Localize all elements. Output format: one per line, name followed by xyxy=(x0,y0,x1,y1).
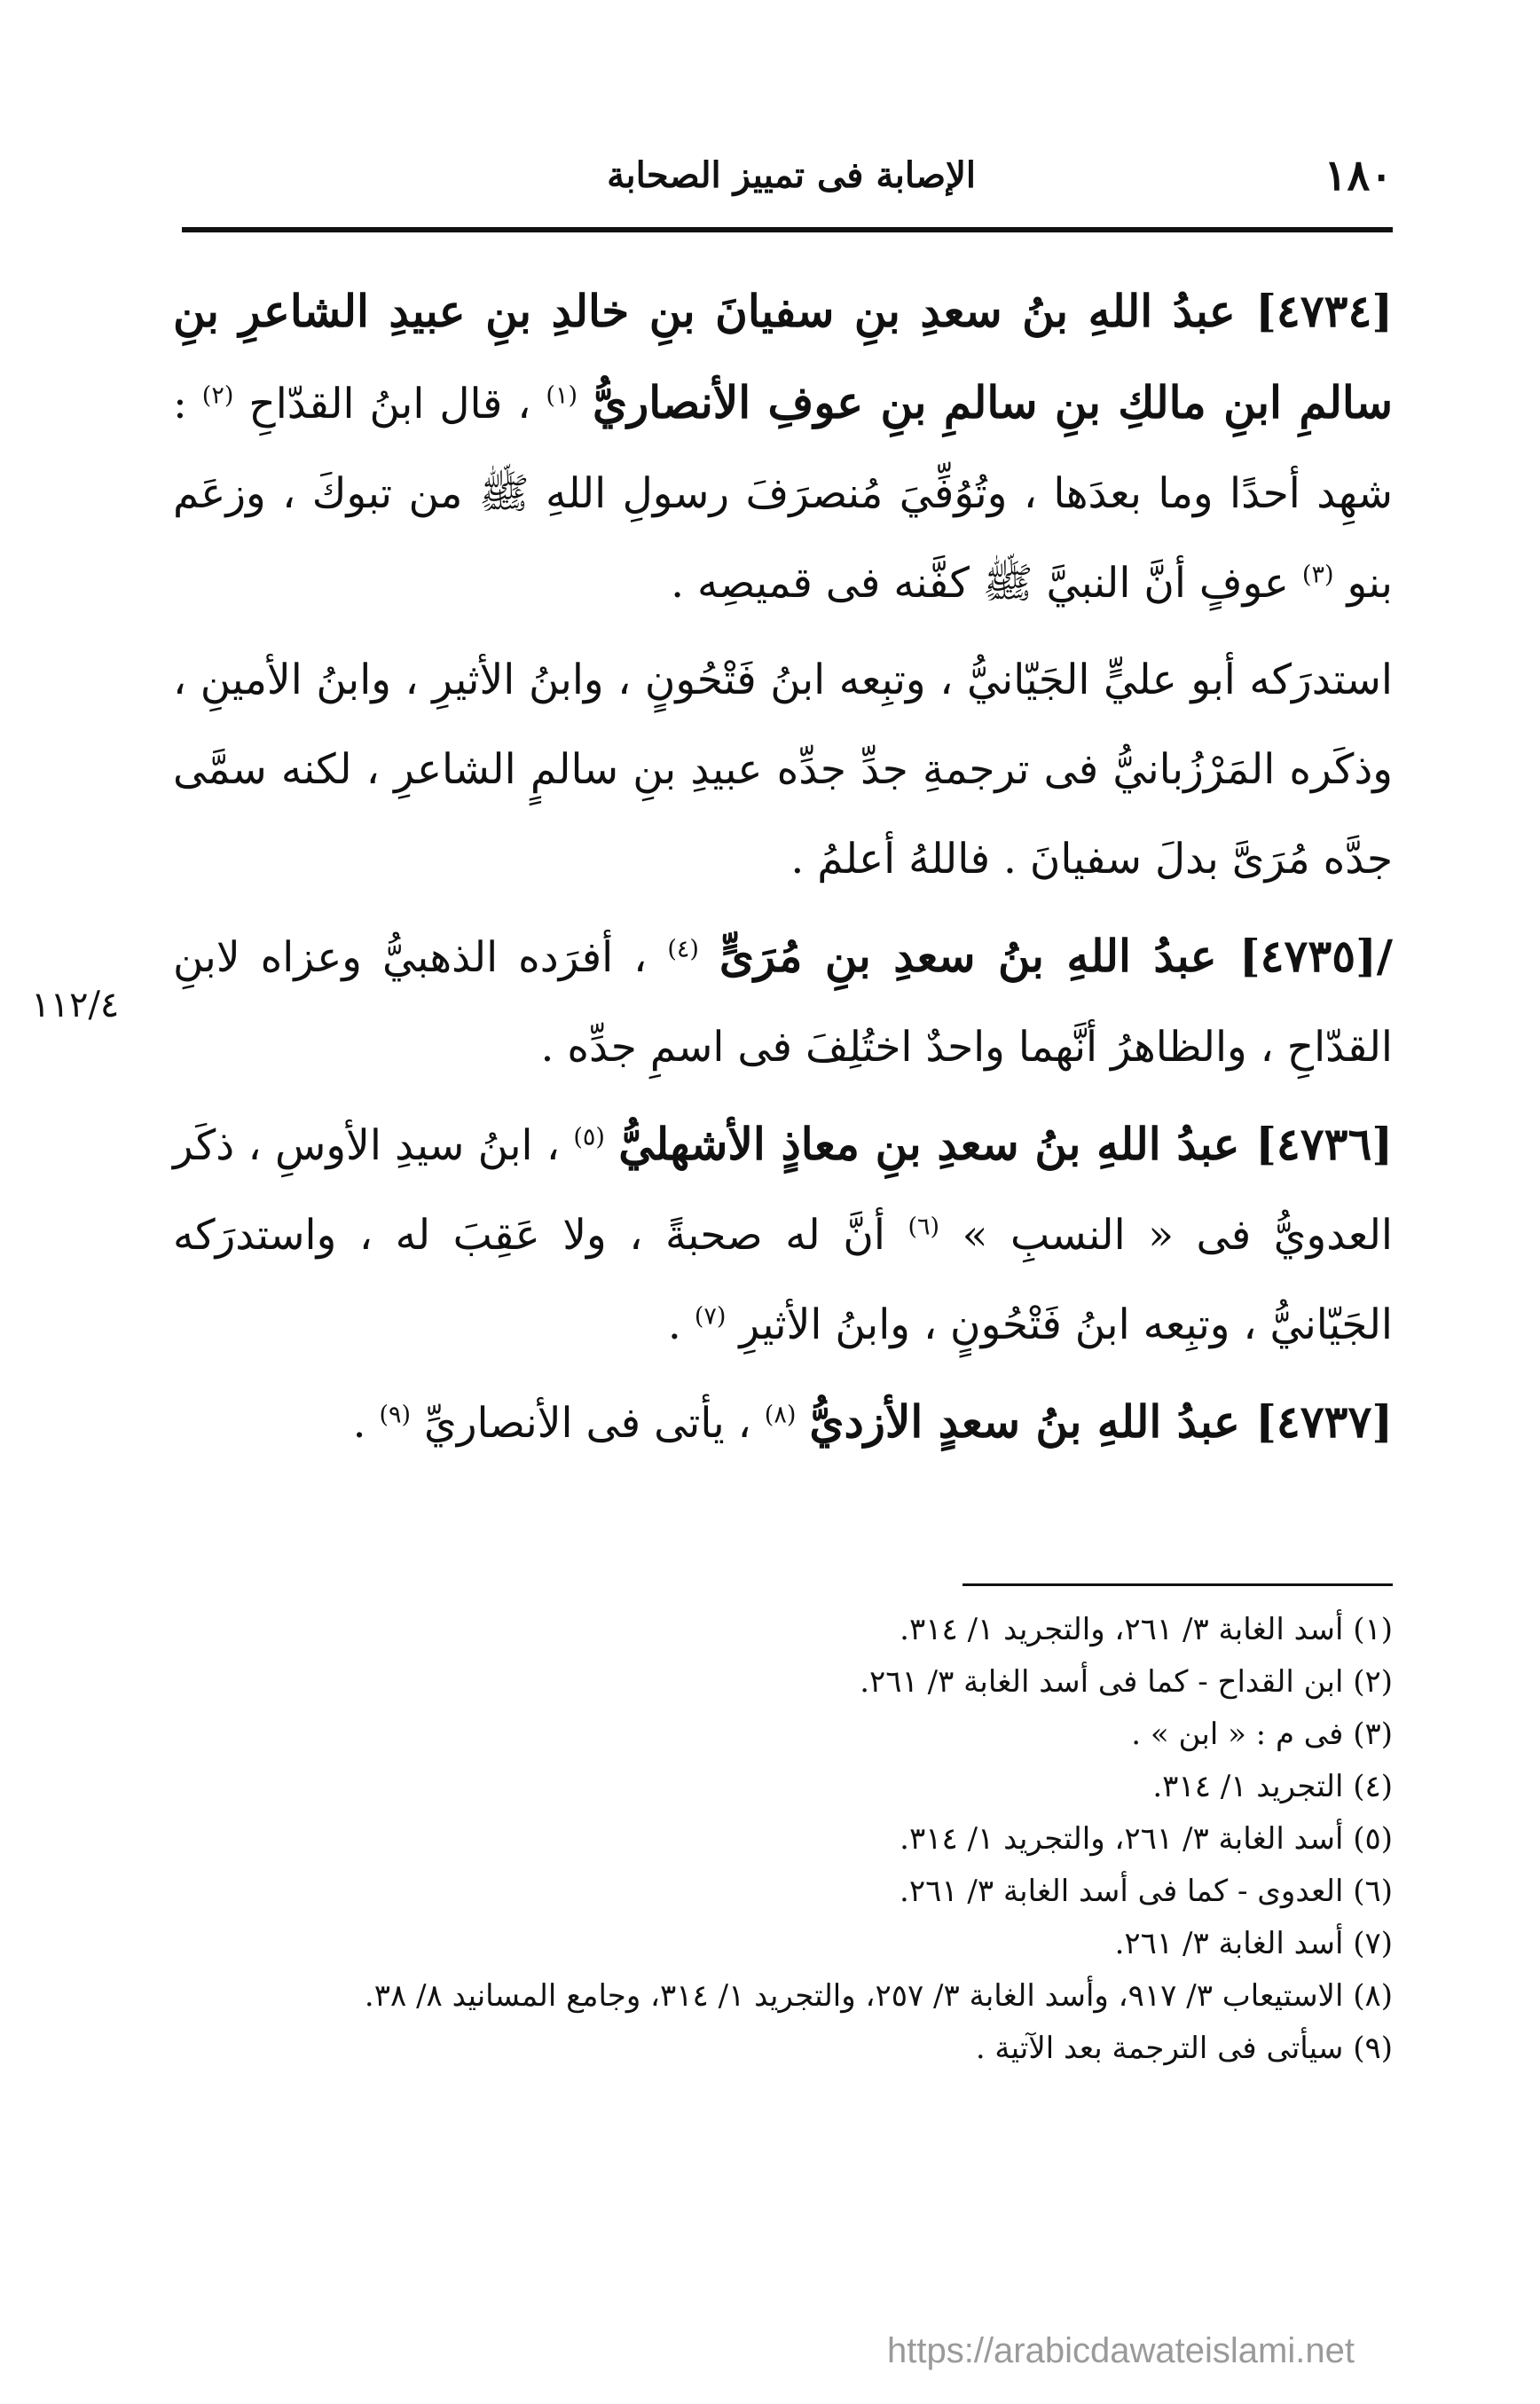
margin-reference: ١١٢/٤ xyxy=(31,985,120,1025)
entry-heading: /[٤٧٣٥] عبدُ اللهِ بنُ سعدِ بنِ مُرَىٍّ xyxy=(719,930,1393,982)
page-header xyxy=(182,142,1393,222)
entry-heading: [٤٧٣٤] عبدُ اللهِ بنُ سعدِ بنِ سفيانَ بنِ خالدِ بنِ عبيدِ الشاعرِ بنِ سالمِ ابنِ مالكِ بنِ سالمِ بنِ عوفِ الأنصاريُّ xyxy=(173,285,1393,428)
watermark-url: https://arabicdawateislami.net xyxy=(887,2331,1355,2370)
entry-text: ، يأتى فى الأنصاريِّ xyxy=(424,1399,751,1448)
footnote: (٩) سيأتى فى الترجمة بعد الآتية . xyxy=(975,2031,1393,2066)
header-rule xyxy=(182,227,1393,232)
footnote-marker: (٢) xyxy=(201,381,234,410)
entry-4735 xyxy=(173,911,1393,1092)
entry-heading: [٤٧٣٧] عبدُ اللهِ بنُ سعدٍ الأزديُّ xyxy=(809,1395,1393,1448)
footnote-marker: (٦) xyxy=(908,1213,940,1241)
footnote: (٧) أسد الغابة ٣/ ٢٦١. xyxy=(1114,1926,1393,1961)
footnote-marker: (٨) xyxy=(764,1401,797,1429)
footnote-marker: (٩) xyxy=(379,1401,412,1429)
entry-text: أنَّ له صحبةً ، ولا عَقِبَ له ، واستدرَكه الجَيّانيُّ ، وتبِعه ابنُ فَتْحُونٍ ، وابنُ الأثيرِ xyxy=(173,1211,1393,1349)
footnote-marker: (١) xyxy=(546,381,578,410)
footnote: (٦) العدوى - كما فى أسد الغابة ٣/ ٢٦١. xyxy=(900,1874,1393,1909)
entry-4736 xyxy=(173,1099,1393,1370)
entry-text: استدرَكه أبو عليٍّ الجَيّانيُّ ، وتبِعه ابنُ فَتْحُونٍ ، وابنُ الأثيرِ ، وابنُ الأمينِ ، وذكَره المَرْزُبانيُّ فى ترجمةِ جدِّ جدِّه عبيدِ بنِ سالمٍ الشاعرِ ، لكنه سمَّى جدَّه مُرَىَّ بدلَ سفيانَ . فاللهُ أعلمُ . xyxy=(173,656,1393,884)
footnotes xyxy=(173,1604,1393,2075)
page-number: ١٨٠ xyxy=(1324,151,1393,200)
entry-text: ، أفرَده الذهبيُّ وعزاه لابنِ القدّاحِ ، والظاهرُ أنَّهما واحدٌ اختُلِفَ فى اسمِ جدِّه . xyxy=(173,933,1393,1072)
footnote-marker: (٤) xyxy=(667,935,699,963)
entry-text: . xyxy=(352,1399,366,1448)
footnote-marker: (٣) xyxy=(1301,561,1334,589)
entry-heading: [٤٧٣٦] عبدُ اللهِ بنُ سعدِ بنِ معاذٍ الأشهليُّ xyxy=(618,1118,1393,1170)
entry-text: ، ابنُ سيدِ الأوسِ ، ذكَر العدويُّ فى « النسبِ » xyxy=(173,1121,1393,1260)
footnote: (٨) الاستيعاب ٣/ ٩١٧، وأسد الغابة ٣/ ٢٥٧، والتجريد ١/ ٣١٤، وجامع المسانيد ٨/ ٣٨. xyxy=(364,1978,1393,2014)
entry-4734 xyxy=(173,266,1393,628)
entry-4737 xyxy=(173,1377,1393,1468)
entry-text: ، قال ابنُ القدّاحِ xyxy=(248,380,531,428)
footnote: (١) أسد الغابة ٣/ ٢٦١، والتجريد ١/ ٣١٤. xyxy=(900,1612,1393,1647)
footnote-rule xyxy=(962,1583,1393,1586)
entry-text: عوفٍ أنَّ النبيَّ ﷺ كفَّنه فى قميصِه . xyxy=(671,559,1289,608)
footnote: (٢) ابن القداح - كما فى أسد الغابة ٣/ ٢٦١. xyxy=(860,1664,1393,1700)
entry-text: . xyxy=(667,1300,681,1349)
entry-text: : شهِد أحدًا وما بعدَها ، وتُوُفِّيَ مُنصرَفَ رسولِ اللهِ ﷺ من تبوكَ ، وزعَم بنو xyxy=(173,380,1393,608)
footnote: (٤) التجريد ١/ ٣١٤. xyxy=(1152,1769,1393,1804)
main-text xyxy=(173,266,1393,1475)
footnote-marker: (٧) xyxy=(694,1302,727,1331)
footnote: (٥) أسد الغابة ٣/ ٢٦١، والتجريد ١/ ٣١٤. xyxy=(900,1821,1393,1857)
footnote: (٣) فى م : « ابن » . xyxy=(1131,1717,1393,1752)
running-title: الإصابة فى تمييز الصحابة xyxy=(607,154,976,196)
entry-commentary xyxy=(173,635,1393,904)
footnote-marker: (٥) xyxy=(573,1123,605,1151)
